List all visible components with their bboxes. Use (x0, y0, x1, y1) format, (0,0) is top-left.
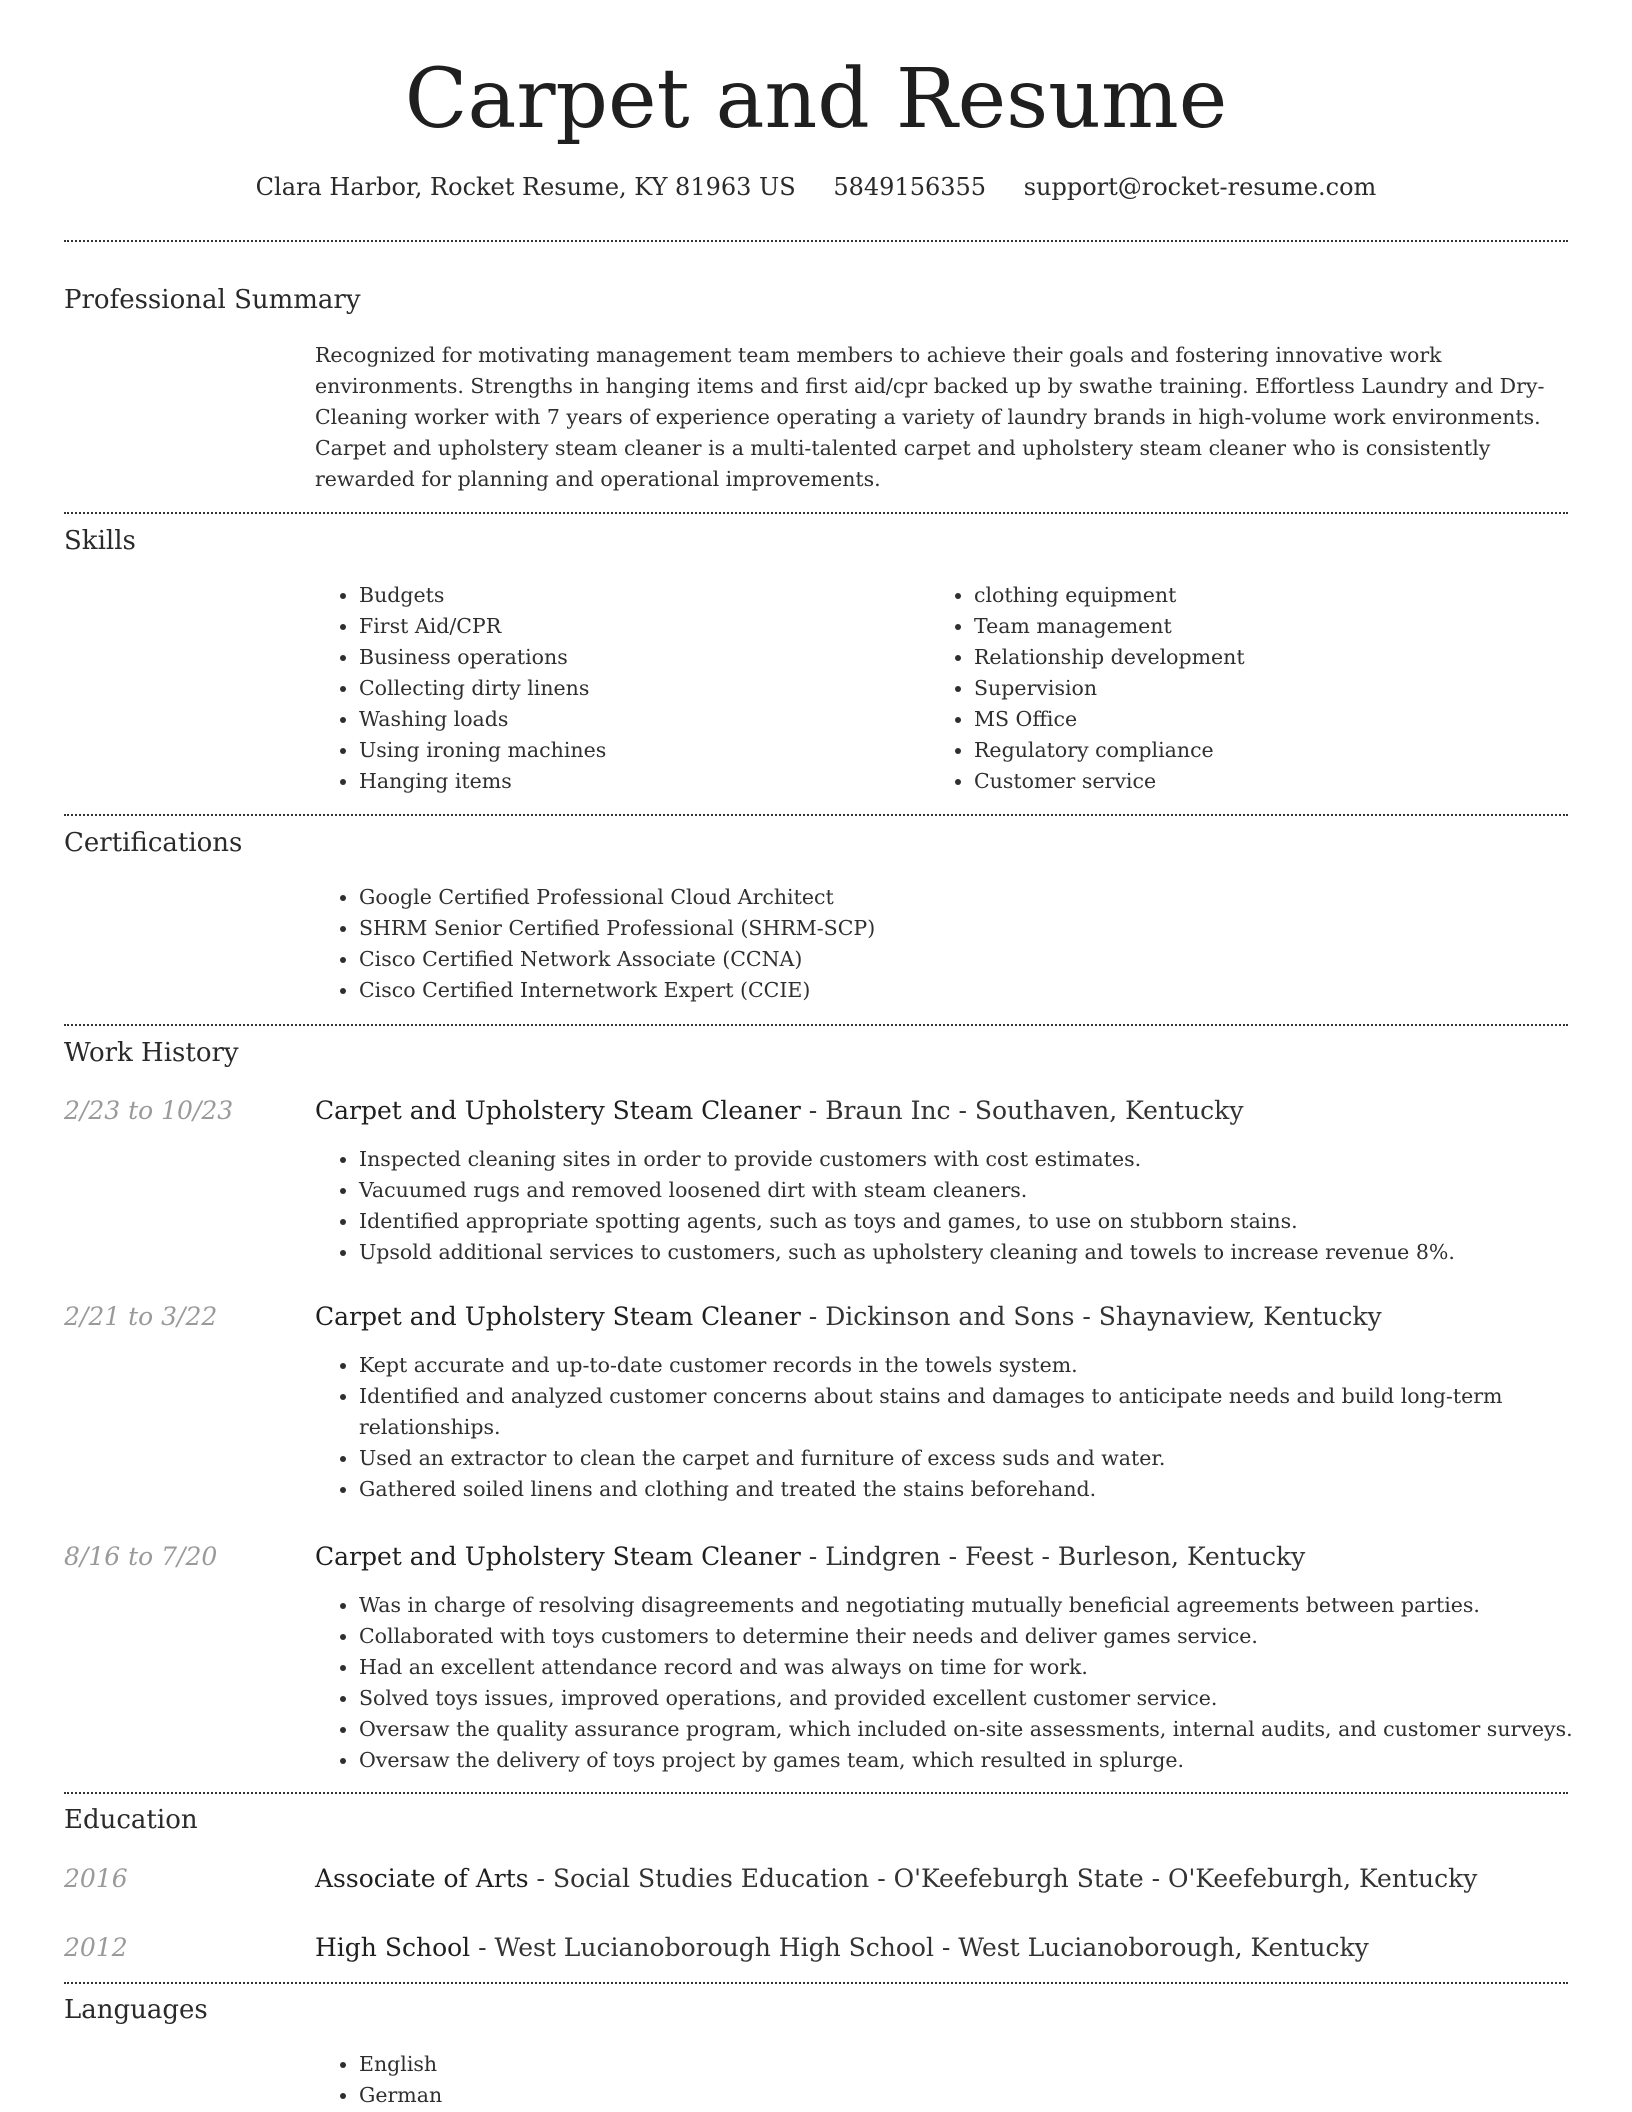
job-employer: Dickinson and Sons - Shaynaview, Kentucky (825, 1302, 1382, 1331)
skill-item: • Budgets (359, 580, 919, 611)
skill-item: • First Aid/CPR (359, 611, 919, 642)
section-title-work-history: Work History (64, 1038, 239, 1068)
contact-line (0, 170, 1632, 204)
skill-item: • Team management (974, 611, 1574, 642)
job-bullet: • Collaborated with toys customers to determine their needs and deliver games service. (359, 1621, 1629, 1652)
education-heading (315, 1931, 1565, 1965)
education-heading (315, 1862, 1565, 1896)
skill-item: • Regulatory compliance (974, 735, 1574, 766)
divider (64, 1024, 1568, 1026)
skill-item: • Washing loads (359, 704, 919, 735)
certification-item: • Cisco Certified Network Associate (CCNA) (359, 944, 1559, 975)
job-bullet: • Kept accurate and up-to-date customer records in the towels system. (359, 1350, 1559, 1381)
job-heading (315, 1094, 1565, 1128)
divider (64, 512, 1568, 514)
section-title-languages: Languages (64, 1995, 208, 2025)
job-bullet: • Gathered soiled linens and clothing and treated the stains beforehand. (359, 1474, 1559, 1505)
skill-item: • Collecting dirty linens (359, 673, 919, 704)
separator: - (800, 1096, 826, 1125)
skill-item: • Using ironing machines (359, 735, 919, 766)
education-school: Social Studies Education - O'Keefeburgh State - O'Keefeburgh, Kentucky (552, 1864, 1478, 1893)
skill-item: • Supervision (974, 673, 1574, 704)
job-role: Carpet and Upholstery Steam Cleaner (315, 1302, 801, 1331)
job-bullet: • Oversaw the delivery of toys project by games team, which resulted in splurge. (359, 1745, 1629, 1776)
skill-item: • Relationship development (974, 642, 1574, 673)
job-heading (315, 1300, 1565, 1334)
education-school: West Lucianoborough High School - West Lucianoborough, Kentucky (494, 1933, 1369, 1962)
job-bullets (315, 1590, 1629, 1776)
job-employer: Lindgren - Feest - Burleson, Kentucky (825, 1542, 1306, 1571)
skill-item: • clothing equipment (974, 580, 1574, 611)
job-dates: 8/16 to 7/20 (64, 1542, 218, 1571)
job-bullets (315, 1144, 1609, 1268)
education-year: 2012 (64, 1933, 128, 1962)
job-bullet: • Identified and analyzed customer concerns about stains and damages to anticipate needs and build long-term relationships. (359, 1381, 1559, 1443)
section-title-summary: Professional Summary (64, 285, 361, 315)
resume-name: Carpet and Resume (404, 52, 1228, 147)
job-bullet: • Oversaw the quality assurance program, which included on-site assessments, internal audits, and customer surveys. (359, 1714, 1629, 1745)
job-role: Carpet and Upholstery Steam Cleaner (315, 1096, 801, 1125)
divider (64, 240, 1568, 242)
section-title-certifications: Certifications (64, 828, 243, 858)
job-bullet: • Used an extractor to clean the carpet and furniture of excess suds and water. (359, 1443, 1559, 1474)
separator: - (800, 1542, 826, 1571)
job-bullet: • Had an excellent attendance record and was always on time for work. (359, 1652, 1629, 1683)
language-item: • German (359, 2080, 959, 2111)
job-bullets (315, 1350, 1559, 1505)
divider (64, 1792, 1568, 1794)
education-degree: High School (315, 1933, 471, 1962)
certification-item: • Cisco Certified Internetwork Expert (CCIE) (359, 975, 1559, 1006)
skill-item: • Customer service (974, 766, 1574, 797)
certifications-list (315, 882, 1559, 1006)
contact-phone: 5849156355 (833, 173, 987, 201)
skills-list-left (315, 580, 919, 797)
education-degree: Associate of Arts (315, 1864, 529, 1893)
job-heading (315, 1540, 1565, 1574)
certification-item: • SHRM Senior Certified Professional (SHRM-SCP) (359, 913, 1559, 944)
separator: - (528, 1864, 553, 1893)
job-bullet: • Vacuumed rugs and removed loosened dirt with steam cleaners. (359, 1175, 1609, 1206)
certification-item: • Google Certified Professional Cloud Architect (359, 882, 1559, 913)
job-role: Carpet and Upholstery Steam Cleaner (315, 1542, 801, 1571)
languages-list (315, 2049, 959, 2111)
job-bullet: • Upsold additional services to customers, such as upholstery cleaning and towels to increase revenue 8%. (359, 1237, 1609, 1268)
section-title-education: Education (64, 1805, 198, 1835)
job-bullet: • Identified appropriate spotting agents, such as toys and games, to use on stubborn stains. (359, 1206, 1609, 1237)
separator: - (470, 1933, 495, 1962)
contact-address: Clara Harbor, Rocket Resume, KY 81963 US (255, 173, 796, 201)
contact-email: support@rocket-resume.com (1023, 173, 1377, 201)
skill-item: • Hanging items (359, 766, 919, 797)
divider (64, 814, 1568, 816)
job-bullet: • Was in charge of resolving disagreements and negotiating mutually beneficial agreements between parties. (359, 1590, 1629, 1621)
skill-item: • Business operations (359, 642, 919, 673)
divider (64, 1982, 1568, 1984)
separator: - (800, 1302, 826, 1331)
job-dates: 2/23 to 10/23 (64, 1096, 234, 1125)
skills-list-right (930, 580, 1574, 797)
skill-item: • MS Office (974, 704, 1574, 735)
job-employer: Braun Inc - Southaven, Kentucky (825, 1096, 1244, 1125)
job-bullet: • Solved toys issues, improved operations, and provided excellent customer service. (359, 1683, 1629, 1714)
education-year: 2016 (64, 1864, 128, 1893)
summary-text: Recognized for motivating management team members to achieve their goals and fostering innovative work environments. Strengths in hanging items and first aid/cpr backed up by swathe training. Effortless Laundry and Dry-Cleaning worker with 7 years of experience operating a variety of laundry brands in high-volume work environments. Carpet and upholstery steam cleaner is a multi-talented carpet and upholstery steam cleaner who is consistently rewarded for planning and operational improvements. (315, 343, 1545, 491)
job-dates: 2/21 to 3/22 (64, 1302, 218, 1331)
section-title-skills: Skills (64, 526, 136, 556)
language-item: • English (359, 2049, 959, 2080)
job-bullet: • Inspected cleaning sites in order to provide customers with cost estimates. (359, 1144, 1609, 1175)
